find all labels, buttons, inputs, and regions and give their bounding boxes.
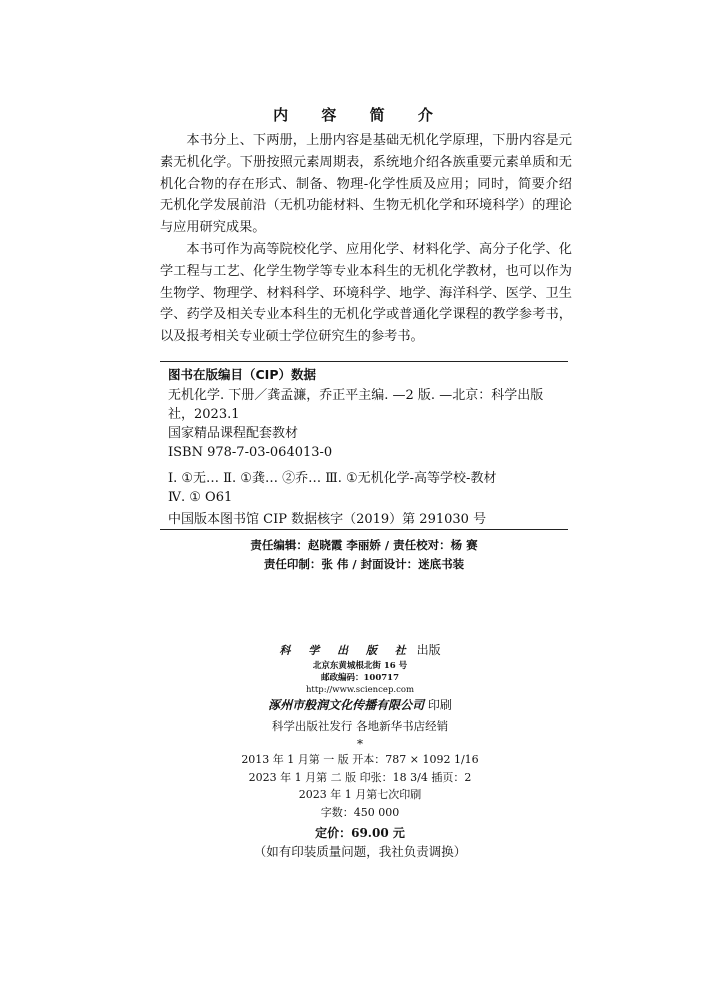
cip-line-4: ISBN 978-7-03-064013-0 xyxy=(168,445,333,460)
cip-heading: 图书在版编目（CIP）数据 xyxy=(168,367,316,382)
publisher-name: 科 学 出 版 社 xyxy=(279,644,413,657)
publisher-address: 北京东黄城根北街 16 号 xyxy=(312,661,408,671)
distribution-line: 科学出版社发行 各地新华书店经销 xyxy=(271,719,449,733)
staff-credits xyxy=(160,536,568,574)
price: 定价：69.00 元 xyxy=(315,826,405,840)
staff-line-1: 责任编辑：赵晓霞 李丽娇 / 责任校对：杨 赛 xyxy=(250,538,478,552)
summary-body xyxy=(160,130,572,348)
publisher-line xyxy=(0,641,720,658)
printer-name: 涿州市般润文化传播有限公司 xyxy=(268,698,425,712)
quality-notice: （如有印装质量问题，我社负责调换） xyxy=(253,844,467,859)
edition-line-2: 2023 年 1 月第 二 版 印张：18 3/4 插页：2 xyxy=(248,770,472,784)
cip-line-2: 社，2023.1 xyxy=(168,407,240,422)
cip-block xyxy=(168,365,568,529)
printer-suffix: 印刷 xyxy=(424,698,452,712)
publisher-details xyxy=(0,660,720,696)
cip-line-7: 中国版本图书馆 CIP 数据核字（2019）第 291030 号 xyxy=(168,512,487,527)
edition-line-4: 字数：450 000 xyxy=(320,805,400,819)
publisher-suffix: 出版 xyxy=(412,643,441,657)
summary-title: 内 容 简 介 xyxy=(273,106,447,124)
summary-paragraph-2: 本书可作为高等院校化学、应用化学、材料化学、高分子化学、化学工程与工艺、化学生物学等专业本科生的无机化学教材，也可以作为生物学、物理学、材料科学、环境科学、地学、海洋科学、医学、卫生学、药学及相关专业本科生的无机化学或普通化学课程的教学参考书，以及报考相关专业硕士学位研究生的参考书。 xyxy=(160,241,572,345)
staff-line-2: 责任印制：张 伟 / 封面设计：迷底书装 xyxy=(263,557,465,571)
edition-line-3: 2023 年 1 月第七次印刷 xyxy=(298,788,422,801)
edition-line-1: 2013 年 1 月第 一 版 开本：787 × 1092 1/16 xyxy=(241,753,479,766)
cip-bottom-rule xyxy=(160,529,568,530)
cip-top-rule xyxy=(160,361,568,362)
publisher-postcode: 邮政编码：100717 xyxy=(321,673,399,683)
cip-line-1: 无机化学. 下册／龚孟濂，乔正平主编. —2 版. —北京：科学出版 xyxy=(168,388,544,403)
printer-line xyxy=(0,696,720,713)
edition-info xyxy=(0,751,720,821)
publisher-url: http://www.sciencep.com xyxy=(305,685,415,695)
summary-paragraph-1: 本书分上、下两册，上册内容是基础无机化学原理，下册内容是元素无机化学。下册按照元素周期表，系统地介绍各族重要元素单质和无机化合物的存在形式、制备、物理-化学性质及应用；同时，简要介绍无机化学发展前沿（无机功能材料、生物无机化学和环境科学）的理论与应用研究成果。 xyxy=(160,133,572,236)
cip-line-5: Ⅰ. ①无… Ⅱ. ①龚… ②乔… Ⅲ. ①无机化学-高等学校-教材 xyxy=(168,471,497,486)
cip-line-6: Ⅳ. ① O61 xyxy=(168,490,233,505)
cip-line-3: 国家精品课程配套教材 xyxy=(168,426,299,441)
star-separator: * xyxy=(357,737,363,751)
